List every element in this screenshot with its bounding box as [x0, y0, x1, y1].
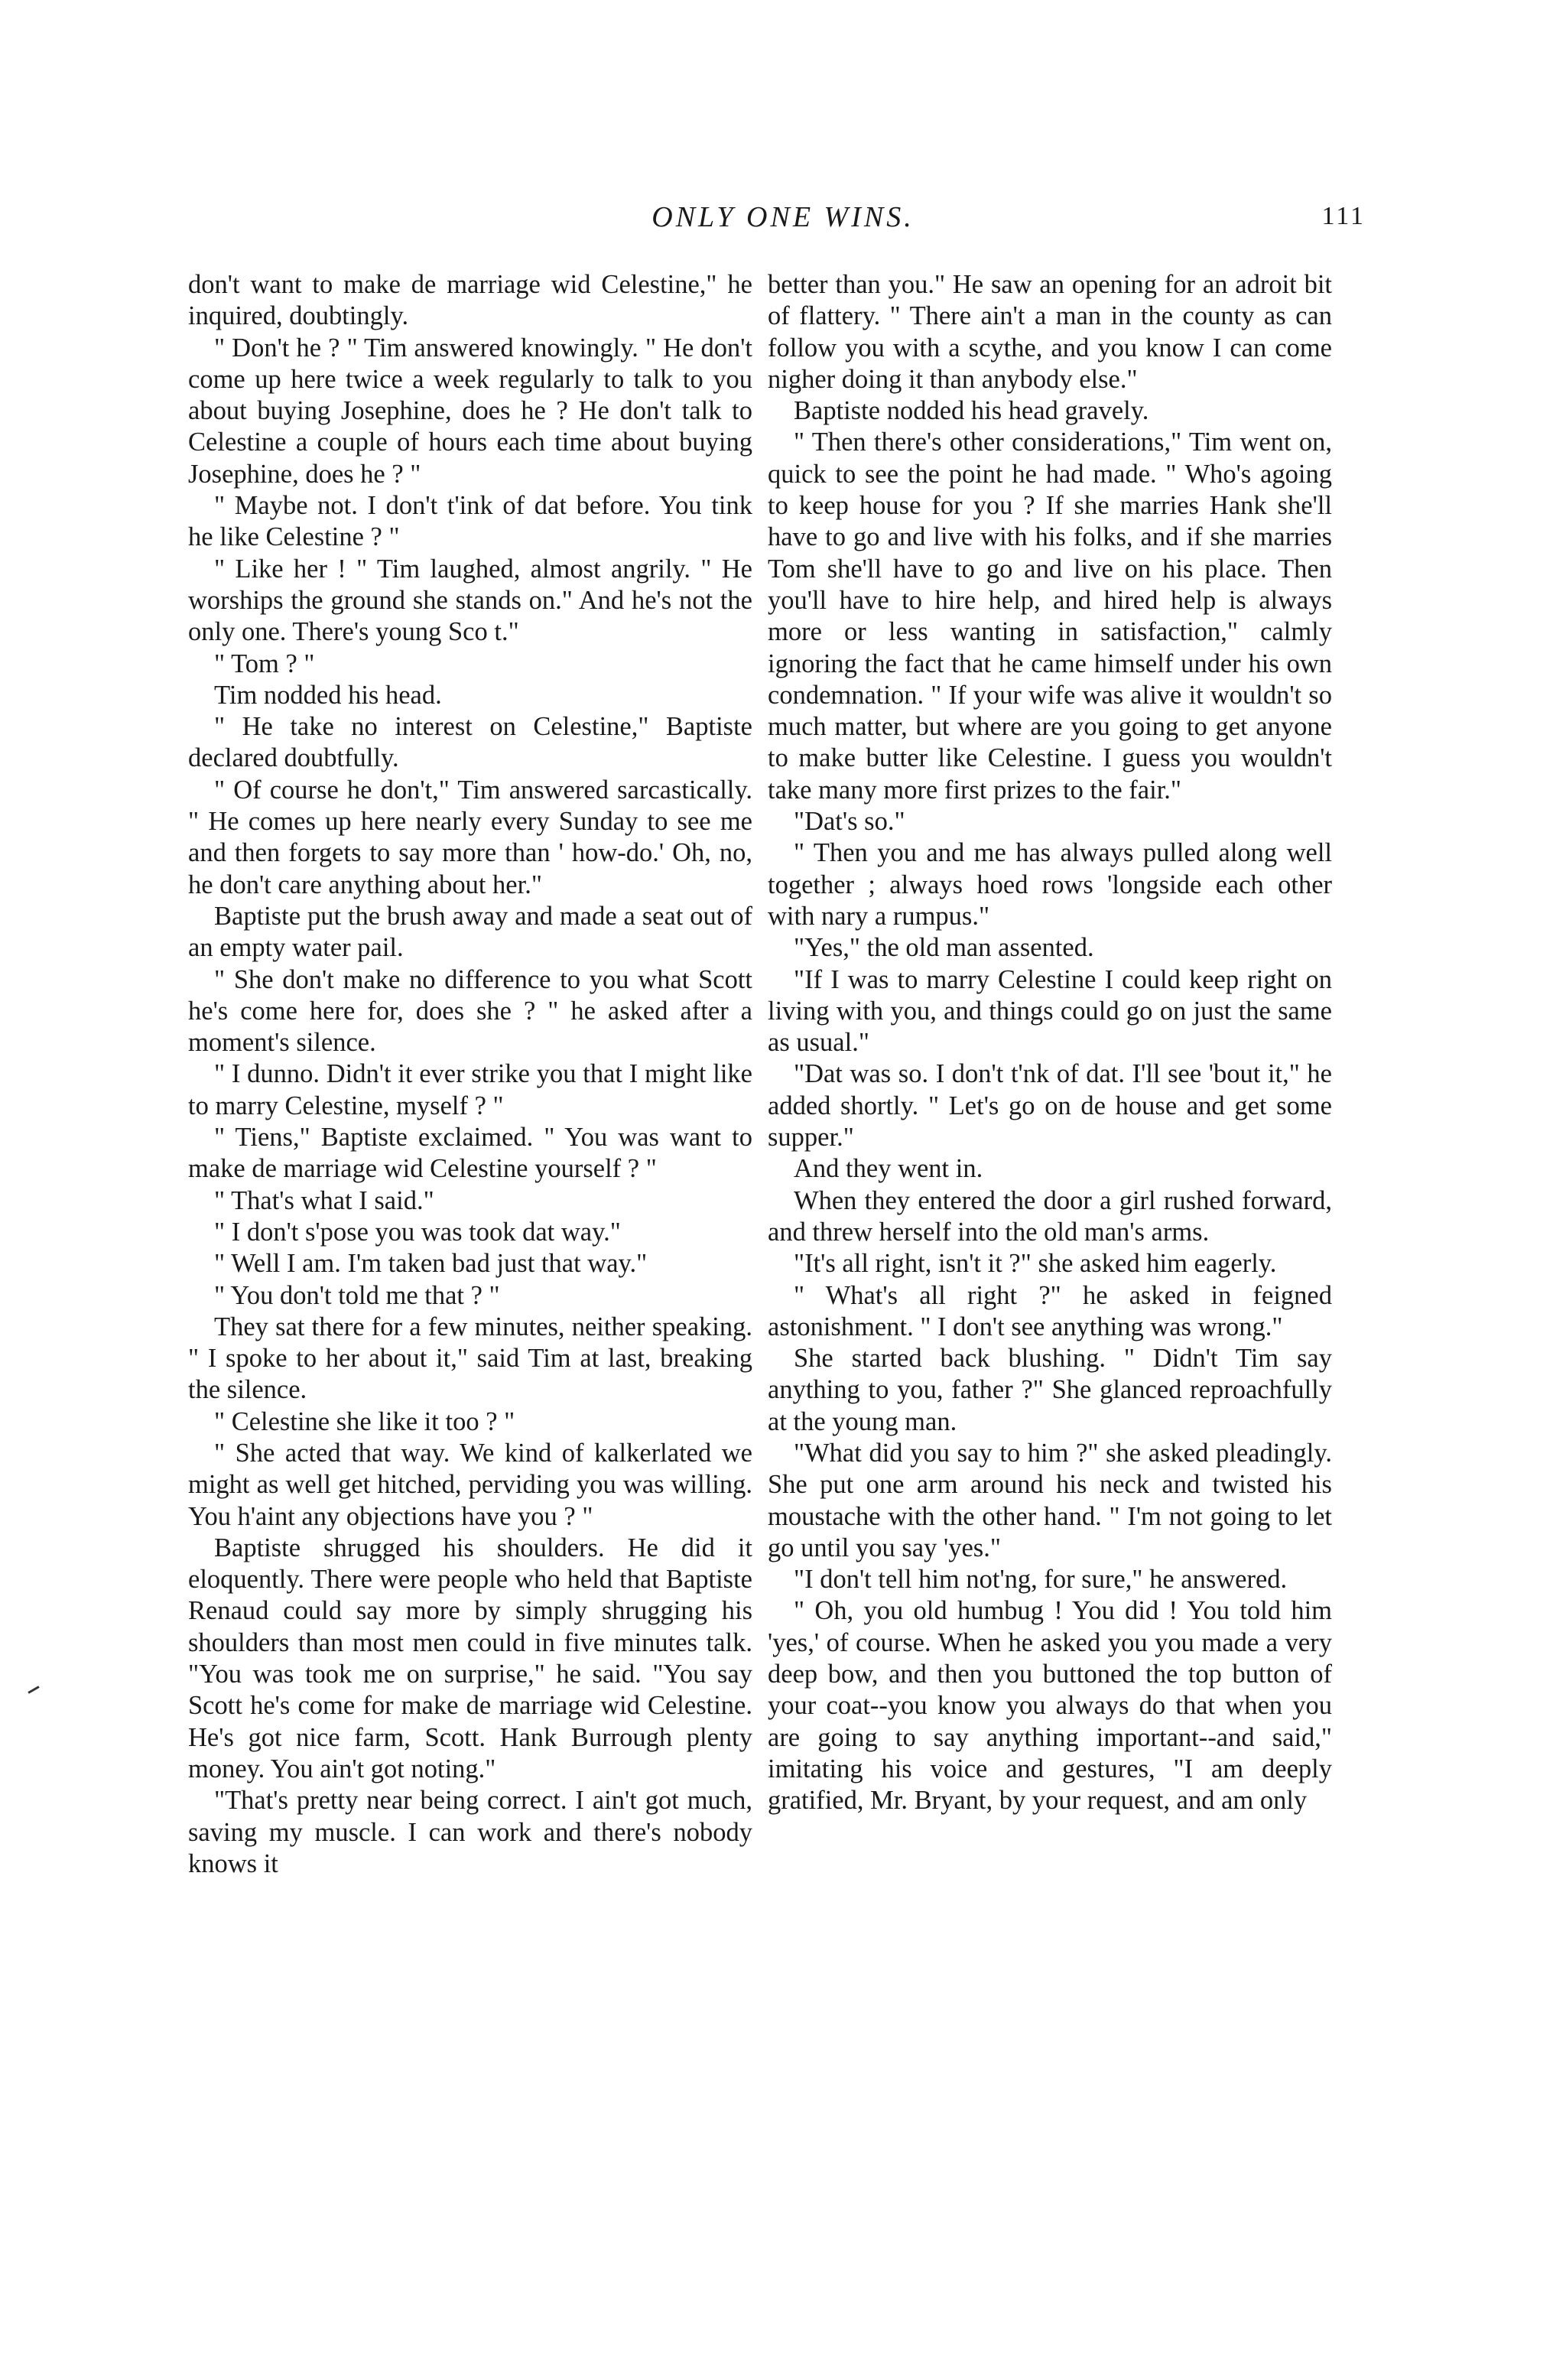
paragraph: Tim nodded his head.	[214, 680, 442, 710]
paragraph: "Yes," the old man assented.	[794, 933, 1094, 963]
paragraph: " Of course he don't," Tim answered sarcastically. " He comes up here nearly every Sunday to see me and then forgets to say more than ' how-do.' Oh, no, he don't care anything about her."	[188, 775, 752, 899]
paragraph: " Don't he ? " Tim answered knowingly. " He don't come up here twice a week regularly to talk to you about buying Josephine, does he ? He don't talk to Celestine a couple of hours each time about buying Josephine, does he ? "	[188, 333, 752, 489]
margin-mark	[28, 1686, 39, 1694]
paragraph: " What's all right ?" he asked in feigned astonishment. " I don't see anything was wrong."	[768, 1280, 1332, 1341]
paragraph: "It's all right, isn't it ?" she asked him eagerly.	[794, 1249, 1277, 1279]
page-number: 111	[1321, 202, 1366, 230]
page-header	[0, 200, 1566, 239]
left-column	[188, 269, 752, 1880]
paragraph: When they entered the door a girl rushed forward, and threw herself into the old man's arms.	[768, 1185, 1332, 1247]
paragraph: better than you." He saw an opening for an adroit bit of flattery. " There ain't a man in the county as can follow you with a scythe, and you know I can come nigher doing it than anybody else."	[768, 270, 1332, 394]
paragraph: And they went in.	[794, 1154, 983, 1184]
paragraph: They sat there for a few minutes, neither speaking. " I spoke to her about it," said Tim at last, breaking the silence.	[188, 1312, 752, 1405]
paragraph: "Dat's so."	[794, 807, 905, 837]
running-title: ONLY ONE WINS.	[651, 201, 915, 233]
right-column	[768, 269, 1332, 1817]
paragraph: " Like her ! " Tim laughed, almost angrily. " He worships the ground she stands on." And he's not the only one. There's young Sco t."	[188, 554, 752, 647]
paragraph: " She don't make no difference to you what Scott he's come here for, does she ? " he asked after a moment's silence.	[188, 964, 752, 1058]
paragraph: " Maybe not. I don't t'ink of dat before. You tink he like Celestine ? "	[188, 491, 752, 552]
paragraph: "I don't tell him not'ng, for sure," he answered.	[794, 1565, 1288, 1595]
paragraph: " That's what I said."	[214, 1185, 434, 1215]
paragraph: " I don't s'pose you was took dat way."	[214, 1217, 621, 1247]
paragraph: " You don't told me that ? "	[214, 1280, 500, 1310]
paragraph: " Tom ? "	[214, 649, 315, 678]
paragraph: " She acted that way. We kind of kalkerlated we might as well get hitched, perviding you was willing. You h'aint any objections have you ? "	[188, 1438, 752, 1531]
paragraph: " Oh, you old humbug ! You did ! You told him 'yes,' of course. When he asked you you made a very deep bow, and then you buttoned the top button of your coat--you know you always do that when you are going to say anything important--and said," imitating his voice and gestures, "I am deeply gratified, Mr. Bryant, by your request, and am only	[768, 1596, 1332, 1816]
paragraph: "If I was to marry Celestine I could keep right on living with you, and things could go on just the same as usual."	[768, 964, 1332, 1058]
paragraph: "Dat was so. I don't t'nk of dat. I'll see 'bout it," he added shortly. " Let's go on de house and get some supper."	[768, 1059, 1332, 1153]
paragraph: " He take no interest on Celestine," Baptiste declared doubtfully.	[188, 712, 752, 773]
paragraph: " Then there's other considerations," Tim went on, quick to see the point he had made. " Who's agoing to keep house for you ? If she marries Hank she'll have to go and live with his folks, and if she marries Tom she'll have to go and live on his place. Then you'll have to hire help, and hired help is always more or less wanting in satisfaction," calmly ignoring the fact that he came himself under his own condemnation. " If your wife was alive it wouldn't so much matter, but where are you going to get anyone to make butter like Celestine. I guess you wouldn't take many more first prizes to the fair."	[768, 428, 1332, 805]
paragraph: Baptiste nodded his head gravely.	[794, 396, 1149, 426]
paragraph: "What did you say to him ?" she asked pleadingly. She put one arm around his neck and twisted his moustache with the other hand. " I'm not going to let go until you say 'yes."	[768, 1438, 1332, 1562]
paragraph: Baptiste shrugged his shoulders. He did it eloquently. There were people who held that Baptiste Renaud could say more by simply shrugging his shoulders than most men could in five minutes talk. "You was took me on surprise," he said. "You say Scott he's come for make de marriage wid Celestine. He's got nice farm, Scott. Hank Burrough plenty money. You ain't got noting."	[188, 1533, 752, 1783]
paragraph: " Well I am. I'm taken bad just that way."	[214, 1249, 648, 1279]
paragraph: " Then you and me has always pulled along well together ; always hoed rows 'longside each other with nary a rumpus."	[768, 838, 1332, 931]
paragraph: " I dunno. Didn't it ever strike you that I might like to marry Celestine, myself ? "	[188, 1059, 752, 1120]
paragraph: don't want to make de marriage wid Celestine," he inquired, doubtingly.	[188, 270, 752, 331]
paragraph: She started back blushing. " Didn't Tim say anything to you, father ?" She glanced reproachfully at the young man.	[768, 1344, 1332, 1436]
paragraph: " Celestine she like it too ? "	[214, 1406, 515, 1436]
paragraph: Baptiste put the brush away and made a seat out of an empty water pail.	[188, 901, 752, 963]
paragraph: " Tiens," Baptiste exclaimed. " You was want to make de marriage wid Celestine yourself ? "	[188, 1123, 752, 1184]
paragraph: "That's pretty near being correct. I ain't got much, saving my muscle. I can work and there's nobody knows it	[188, 1786, 752, 1878]
